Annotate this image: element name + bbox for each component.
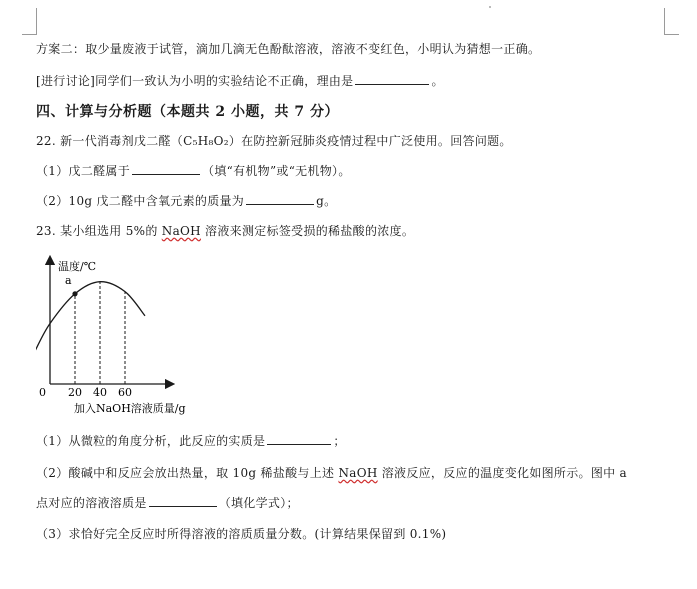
plan2-line: 方案二：取少量废液于试管，滴加几滴无色酚酞溶液，溶液不变红色，小明认为猜想一正确。 xyxy=(36,42,541,56)
discussion-end: 。 xyxy=(431,74,444,88)
question-23-part-1 xyxy=(36,432,346,449)
q23-naoh: NaOH xyxy=(161,224,201,238)
y-axis-label: 温度/℃ xyxy=(58,260,97,273)
discussion-line xyxy=(36,72,444,89)
answer-blank-q23-2 xyxy=(149,505,217,507)
q22-1-text: （1）戊二醛属于 xyxy=(36,164,131,178)
question-23-part-3: （3）求恰好完全反应时所得溶液的溶质质量分数。(计算结果保留到 0.1%) xyxy=(36,527,447,541)
x-tick-label-40: 40 xyxy=(93,386,107,399)
question-23-part-2 xyxy=(36,464,627,481)
question-22: 22. 新一代消毒剂戊二醛（C₅H₈O₂）在防控新冠肺炎疫情过程中广泛使用。回答问题。 xyxy=(36,134,512,148)
page-corner-mark-top-left xyxy=(22,8,37,35)
q23-text-start: 23. 某小组选用 5%的 xyxy=(36,224,162,238)
question-23-part-2-continued xyxy=(36,494,299,511)
answer-blank-reason xyxy=(355,83,429,85)
question-22-part-1 xyxy=(36,162,351,179)
q22-2-unit: g。 xyxy=(316,194,337,208)
temperature-chart xyxy=(36,254,216,424)
q23-2-naoh: NaOH xyxy=(338,466,378,480)
q23-2-text-end: 溶液反应，反应的温度变化如图所示。图中 a xyxy=(377,466,627,480)
x-tick-label-60: 60 xyxy=(118,386,132,399)
origin-label: 0 xyxy=(39,386,46,399)
q23-2-hint: （填化学式）； xyxy=(218,496,299,510)
q22-2-text: （2）10g 戊二醛中含氧元素的质量为 xyxy=(36,194,245,208)
point-a-marker xyxy=(72,291,77,296)
q22-1-hint: （填“有机物”或“无机物）。 xyxy=(202,164,351,178)
q23-text-end: 溶液来测定标签受损的稀盐酸的浓度。 xyxy=(200,224,415,238)
answer-blank-q22-1 xyxy=(132,173,200,175)
page-corner-mark-top-right xyxy=(664,8,679,35)
x-axis-label: 加入NaOH溶液质量/g xyxy=(74,402,186,415)
point-a-label: a xyxy=(65,273,72,287)
q23-2-text-start: （2）酸碱中和反应会放出热量，取 10g 稀盐酸与上述 xyxy=(36,466,339,480)
temperature-curve xyxy=(36,282,145,351)
discussion-text: [进行讨论]同学们一致认为小明的实验结论不正确，理由是 xyxy=(36,74,354,88)
answer-blank-q22-2 xyxy=(246,203,314,205)
q23-1-end: ； xyxy=(333,434,346,448)
question-23 xyxy=(36,222,414,239)
q23-1-text: （1）从微粒的角度分析，此反应的实质是 xyxy=(36,434,266,448)
answer-blank-q23-1 xyxy=(267,443,331,445)
question-22-part-2 xyxy=(36,192,336,209)
scan-speck xyxy=(489,6,491,8)
section-heading: 四、计算与分析题（本题共 2 小题，共 7 分） xyxy=(36,104,339,120)
x-tick-label-20: 20 xyxy=(68,386,82,399)
q23-2-line2-text: 点对应的溶液溶质是 xyxy=(36,496,147,510)
